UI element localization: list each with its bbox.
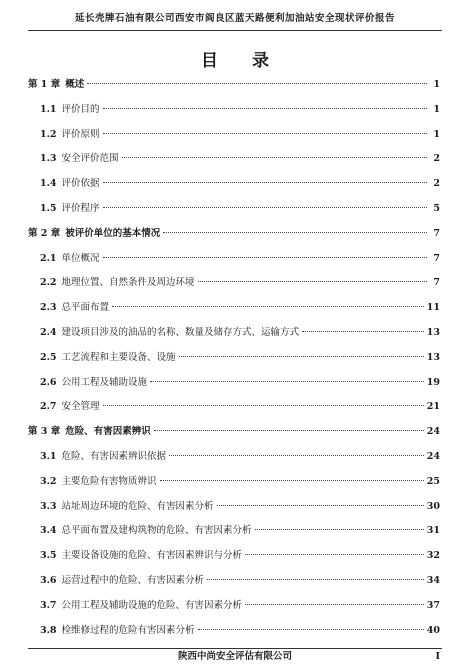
toc-entry-number: 3.2 xyxy=(40,475,57,487)
toc-entry-number: 第 2 章 xyxy=(28,227,61,239)
toc-entry-number: 2.6 xyxy=(40,376,57,388)
table-of-contents xyxy=(28,76,440,646)
toc-dot-leader xyxy=(103,257,427,258)
toc-dot-leader xyxy=(103,108,427,109)
footer-company: 陕西中尚安全评估有限公司 xyxy=(177,651,292,662)
toc-entry-page: 13 xyxy=(426,326,440,338)
toc-section-entry[interactable] xyxy=(28,473,440,498)
toc-entry-label: 安全管理 xyxy=(61,401,100,413)
toc-chapter-entry[interactable] xyxy=(28,423,440,448)
toc-dot-leader xyxy=(245,554,424,555)
toc-entry-page: 31 xyxy=(426,525,440,537)
toc-section-entry[interactable] xyxy=(28,597,440,622)
toc-entry-label: 概述 xyxy=(65,79,85,90)
toc-dot-leader xyxy=(255,529,424,530)
toc-entry-number: 2.1 xyxy=(40,252,57,264)
page-header xyxy=(28,10,442,31)
toc-dot-leader xyxy=(163,232,427,233)
toc-chapter-entry[interactable] xyxy=(28,76,440,101)
toc-entry-page: 1 xyxy=(433,103,440,115)
toc-dot-leader xyxy=(302,331,424,332)
toc-section-entry[interactable] xyxy=(28,324,440,349)
toc-dot-leader xyxy=(207,579,424,580)
toc-entry-page: 2 xyxy=(433,178,440,190)
toc-entry-page: 19 xyxy=(426,376,440,388)
toc-section-entry[interactable] xyxy=(28,175,440,200)
toc-entry-number: 2.5 xyxy=(40,351,57,363)
toc-section-entry[interactable] xyxy=(28,349,440,374)
toc-entry-number: 1.1 xyxy=(40,103,57,115)
toc-entry-label: 公用工程及辅助设施 xyxy=(61,376,148,388)
toc-entry-label: 建设项目涉及的油品的名称、数量及储存方式、运输方式 xyxy=(61,326,300,338)
toc-section-entry[interactable] xyxy=(28,374,440,399)
toc-entry-label: 评价程序 xyxy=(61,202,100,214)
toc-entry-label: 总平面布置 xyxy=(61,302,110,314)
toc-entry-page: 24 xyxy=(426,426,440,438)
toc-dot-leader xyxy=(150,381,424,382)
toc-entry-label: 检维修过程的危险有害因素分析 xyxy=(61,624,195,636)
toc-entry-number: 3.7 xyxy=(40,599,57,611)
toc-entry-page: 7 xyxy=(433,277,440,289)
toc-dot-leader xyxy=(103,405,424,406)
toc-entry-number: 1.2 xyxy=(40,128,57,140)
toc-section-entry[interactable] xyxy=(28,250,440,275)
toc-entry-page: 7 xyxy=(433,252,440,264)
toc-entry-number: 2.2 xyxy=(40,277,57,289)
toc-entry-number: 2.7 xyxy=(40,401,57,413)
toc-entry-page: 7 xyxy=(433,227,440,239)
page-footer xyxy=(28,648,442,665)
toc-dot-leader xyxy=(160,480,424,481)
toc-entry-number: 3.8 xyxy=(40,624,57,636)
toc-entry-label: 安全评价范围 xyxy=(61,153,119,165)
toc-entry-page: 37 xyxy=(426,599,440,611)
toc-entry-page: 5 xyxy=(433,202,440,214)
page-title: 目 录 xyxy=(201,51,283,71)
toc-dot-leader xyxy=(112,306,424,307)
footer-page-number: I xyxy=(435,651,440,662)
toc-dot-leader xyxy=(198,281,427,282)
toc-entry-label: 工艺流程和主要设备、设施 xyxy=(61,351,176,363)
toc-section-entry[interactable] xyxy=(28,498,440,523)
toc-dot-leader xyxy=(154,430,424,431)
toc-entry-label: 主要设备设施的危险、有害因素辨识与分析 xyxy=(61,550,243,562)
toc-chapter-entry[interactable] xyxy=(28,225,440,250)
toc-section-entry[interactable] xyxy=(28,126,440,151)
toc-entry-number: 3.6 xyxy=(40,574,57,586)
toc-section-entry[interactable] xyxy=(28,448,440,473)
toc-entry-label: 评价依据 xyxy=(61,178,100,190)
toc-entry-label: 危险、有害因素辨识依据 xyxy=(61,450,167,462)
toc-dot-leader xyxy=(179,356,424,357)
toc-entry-number: 第 3 章 xyxy=(28,426,61,438)
header-title: 延长壳牌石油有限公司西安市阎良区蓝天路便利加油站安全现状评价报告 xyxy=(74,13,395,24)
toc-entry-label: 地理位置、自然条件及周边环境 xyxy=(61,277,195,289)
toc-entry-label: 总平面布置及建构筑物的危险、有害因素分析 xyxy=(61,525,252,537)
toc-entry-number: 3.5 xyxy=(40,550,57,562)
toc-section-entry[interactable] xyxy=(28,622,440,647)
toc-entry-label: 评价原则 xyxy=(61,128,100,140)
toc-section-entry[interactable] xyxy=(28,274,440,299)
toc-entry-page: 25 xyxy=(426,475,440,487)
toc-entry-page: 11 xyxy=(426,302,440,314)
toc-entry-number: 3.3 xyxy=(40,500,57,512)
toc-entry-label: 主要危险有害物质辨识 xyxy=(61,475,157,487)
toc-entry-page: 30 xyxy=(426,500,440,512)
toc-entry-label: 运营过程中的危险、有害因素分析 xyxy=(61,574,205,586)
toc-entry-label: 被评价单位的基本情况 xyxy=(65,227,161,239)
toc-section-entry[interactable] xyxy=(28,200,440,225)
toc-entry-label: 站址周边环境的危险、有害因素分析 xyxy=(61,500,214,512)
toc-entry-number: 3.1 xyxy=(40,450,57,462)
toc-entry-number: 2.3 xyxy=(40,302,57,314)
toc-entry-page: 1 xyxy=(433,128,440,140)
toc-entry-number: 2.4 xyxy=(40,326,57,338)
toc-entry-page: 34 xyxy=(426,574,440,586)
toc-entry-page: 2 xyxy=(433,153,440,165)
toc-dot-leader xyxy=(103,182,427,183)
toc-dot-leader xyxy=(103,207,427,208)
toc-dot-leader xyxy=(87,83,427,84)
toc-section-entry[interactable] xyxy=(28,150,440,175)
toc-entry-page: 32 xyxy=(426,550,440,562)
toc-dot-leader xyxy=(122,157,427,158)
toc-entry-label: 单位概况 xyxy=(61,252,100,264)
toc-dot-leader xyxy=(217,505,424,506)
toc-dot-leader xyxy=(169,455,424,456)
toc-entry-number: 1.5 xyxy=(40,202,57,214)
toc-section-entry[interactable] xyxy=(28,101,440,126)
toc-entry-number: 1.4 xyxy=(40,178,57,190)
toc-entry-label: 危险、有害因素辨识 xyxy=(65,426,151,438)
toc-entry-page: 40 xyxy=(426,624,440,636)
toc-entry-page: 13 xyxy=(426,351,440,363)
toc-dot-leader xyxy=(245,604,424,605)
toc-entry-page: 24 xyxy=(426,450,440,462)
toc-entry-page: 21 xyxy=(426,401,440,413)
toc-section-entry[interactable] xyxy=(28,299,440,324)
toc-entry-page: 1 xyxy=(433,79,440,90)
toc-dot-leader xyxy=(198,629,424,630)
toc-section-entry[interactable] xyxy=(28,522,440,547)
toc-dot-leader xyxy=(103,133,427,134)
toc-section-entry[interactable] xyxy=(28,572,440,597)
toc-entry-label: 评价目的 xyxy=(61,103,100,115)
toc-entry-number: 第 1 章 xyxy=(28,79,61,90)
toc-entry-label: 公用工程及辅助设施的危险、有害因素分析 xyxy=(61,599,243,611)
toc-section-entry[interactable] xyxy=(28,547,440,572)
toc-entry-number: 3.4 xyxy=(40,525,57,537)
toc-entry-number: 1.3 xyxy=(40,153,57,165)
toc-section-entry[interactable] xyxy=(28,398,440,423)
